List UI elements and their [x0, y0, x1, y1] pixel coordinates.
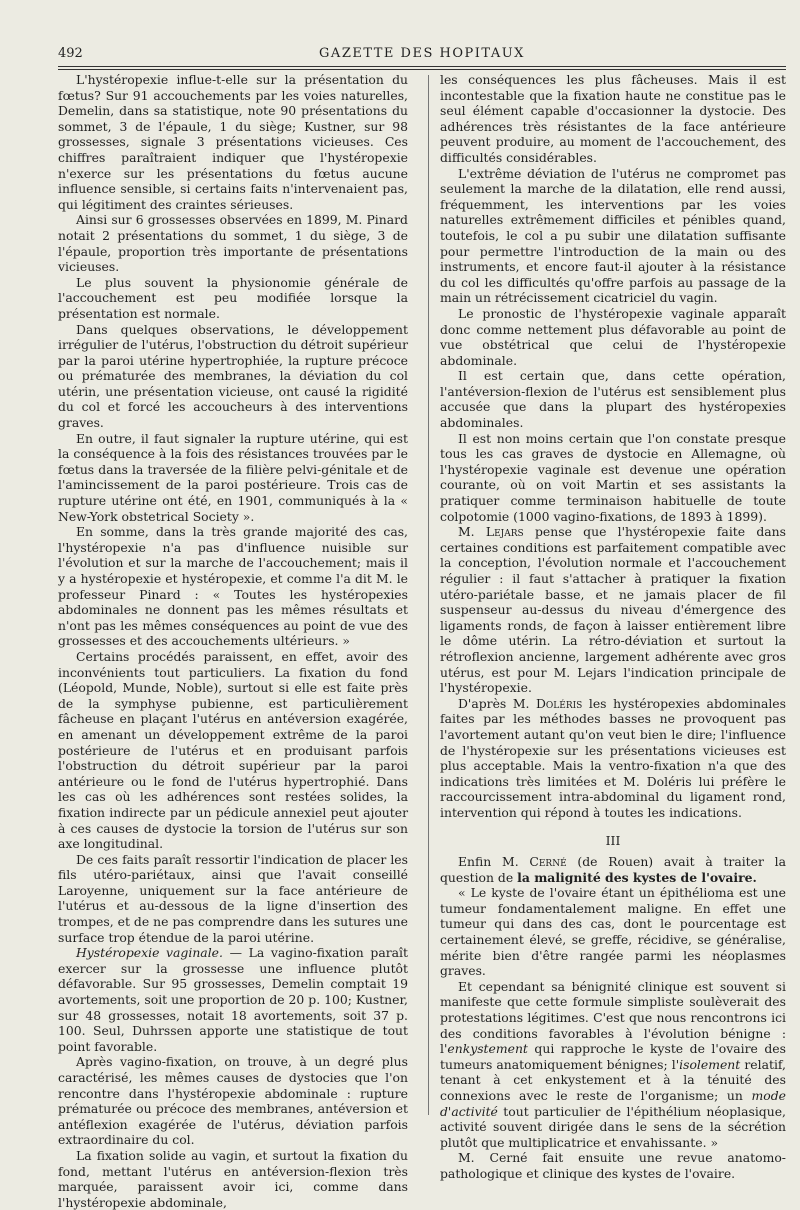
paragraph: Le plus souvent la physionomie générale de l'accouchement est peu modifiée lorsque la présentation est normale.: [58, 274, 408, 321]
paragraph: les conséquences les plus fâcheuses. Mais il est incontestable que la fixation haute ne constitue pas le seul élément capable d'occasionner la dystocie. Des adhérences très résistantes de la face antérieure peuvent produire, au moment de l'accouchement, des difficultés considérables.: [440, 72, 786, 165]
emphasis: enkystement: [447, 1041, 528, 1057]
paragraph: Il est certain que, dans cette opération, l'antéversion-flexion de l'utérus est sensiblement plus accusée que dans la plupart des hystéropexies abdominales.: [440, 368, 786, 431]
paragraph-lejars: [440, 524, 786, 696]
paragraph: De ces faits paraît ressortir l'indication de placer les fils utéro-pariétaux, ainsi que l'avait conseillé Laroyenne, uniquement sur la face antérieure de l'utérus et au-dessous de la ligne d'insertion des trompes, et de ne pas comprendre dans les sutures une surface trop étendue de la paroi utérine.: [58, 851, 408, 945]
paragraph-text: tout particulier de l'épithélium néoplasique, activité souvent dirigée dans le sens de la sécrétion plutôt que multiplicatrice et envahissante. »: [440, 1103, 786, 1150]
paragraph-lead: Enfin: [458, 854, 503, 870]
paragraph-vaginale: [58, 945, 408, 1054]
author-name: M. Cerné: [502, 854, 567, 870]
paragraph: Après vagino-fixation, on trouve, à un degré plus caractérisé, les mêmes causes de dystocies que l'on rencontre dans l'hystéropexie abdominale : rupture prématurée ou précoce des membranes, antéversion et antéflexion exagérée de l'utérus, déviation parfois extraordinaire du col.: [58, 1054, 408, 1148]
paragraph-lead: D'après: [458, 695, 513, 711]
paragraph-text: (de Rouen) avait à traiter la question de: [440, 854, 787, 885]
paragraph: Le pronostic de l'hystéropexie vaginale apparaît donc comme nettement plus défavorable au point de vue obstétrical que celui de l'hystéropexie abdominale.: [440, 305, 786, 368]
paragraph-doleris: [440, 696, 786, 821]
paragraph-cerne: [440, 854, 786, 885]
page-number: 492: [58, 46, 83, 61]
section-number: III: [605, 832, 621, 848]
emphasis: mode d'activité: [440, 1088, 786, 1119]
paragraph: Ainsi sur 6 grossesses observées en 1899, M. Pinard notait 2 présentations du sommet, 1 du siège, 3 de l'épaule, proportion très importante de présentations vicieuses.: [58, 212, 408, 275]
paragraph-text: — La vagino-fixation paraît exercer sur la grossesse une influence plutôt défavorable. Sur 95 grossesses, Demelin comptait 19 avortements, soit une proportion de 20 p. 100; Kustner, sur 48 grossesses, notait 18 avortements, soit 37 p. 100. Seul, Duhrssen apporte une statistique de tout point favorable.: [58, 945, 408, 1054]
left-column: [58, 72, 408, 1210]
paragraph: « Le kyste de l'ovaire étant un épithélioma est une tumeur fondamentalement maligne. En effet une tumeur qui dans des cas, dont le pourcentage est certainement élevé, se greffe, récidive, se généralise, mérite bien d'être rangée parmi les néoplasmes graves.: [440, 885, 786, 979]
topic-title: la malignité des kystes de l'ovaire.: [517, 869, 757, 885]
paragraph: En somme, dans la très grande majorité des cas, l'hystéropexie n'a pas d'influence nuisible sur l'évolution et sur la marche de l'accouchement; mais il y a hystéropexie et hystéropexie, et comme l'a dit M. le professeur Pinard : « Toutes les hystéropexies abdominales ne donnent pas les mêmes résultats et n'ont pas les mêmes conséquences au point de vue des grossesses et des accouchements ultérieurs. »: [58, 524, 408, 649]
header-rule-top: [58, 66, 786, 67]
author-name: M. Doléris: [512, 695, 583, 711]
header-rule-bottom: [58, 69, 786, 70]
page-header: [58, 46, 786, 66]
right-column: [440, 72, 786, 1182]
paragraph: Il est non moins certain que l'on constate presque tous les cas graves de dystocie en Allemagne, où l'hystéropexie vaginale est devenue une opération courante, où on voit Martin et ses assistants la pratiquer comme terminaison habituelle de toute colpotomie (1000 vagino-fixations, de 1893 à 1899).: [440, 430, 786, 524]
paragraph: M. Cerné fait ensuite une revue anatomo-pathologique et clinique des kystes de l'ovaire.: [440, 1150, 786, 1181]
column-divider: [428, 75, 429, 1115]
author-name: M. Lejars: [458, 524, 524, 540]
paragraph-text: pense que l'hystéropexie faite dans certaines conditions est parfaitement compatible avec la conception, l'évolution normale et l'accouchement régulier : il faut s'attacher à pratiquer la fixation utéro-pariétale basse, et ne jamais placer de fil suspenseur au-dessus du niveau d'émergence des ligaments ronds, de façon à laisser entièrement libre le dôme utérin. La rétro-déviation et surtout la rétroflexion ancienne, largement adhérente avec gros utérus, est pour M. Lejars l'indication principale de l'hystéropexie.: [440, 524, 787, 696]
paragraph: Dans quelques observations, le développement irrégulier de l'utérus, l'obstruction du détroit supérieur par la paroi utérine hypertrophiée, la rupture précoce ou prématurée des membranes, la déviation du col utérin, une présentation vicieuse, ont causé la rigidité du col et forcé les accoucheurs à des interventions graves.: [58, 321, 408, 431]
paragraph-benignite: [440, 979, 786, 1151]
paragraph: L'hystéropexie influe-t-elle sur la présentation du fœtus? Sur 91 accouchements par les voies naturelles, Demelin, dans sa statistique, note 90 présentations du sommet, 3 de l'épaule, 1 du siège; Kustner, sur 98 grossesses, signale 3 présentations vicieuses. Ces chiffres paraîtraient indiquer que l'hystéropexie n'exerce sur les présentations du fœtus aucune influence sensible, si certains faits n'intervenaient pas, qui légitiment des craintes sérieuses.: [58, 72, 408, 212]
paragraph: L'extrême déviation de l'utérus ne compromet pas seulement la marche de la dilatation, elle rend aussi, fréquemment, les interventions par les voies naturelles extrêmement difficiles et pénibles quand, toutefois, le col a pu subir une dilatation suffisante pour permettre l'introduction de la main ou des instruments, et encore faut-il ajouter à la résistance du col les difficultés qu'offre parfois au passage de la main un rétrécissement cicatriciel du vagin.: [440, 165, 786, 306]
journal-title: GAZETTE DES HOPITAUX: [319, 46, 525, 61]
paragraph-text: Et cependant sa bénignité clinique est souvent si manifeste que cette formule simpliste soulèverait des protestations légitimes. C'est que nous rencontrons ici des conditions favorables à l'évolution bénigne : l': [440, 978, 786, 1057]
paragraph: Certains procédés paraissent, en effet, avoir des inconvénients tout particuliers. La fixation du fond (Léopold, Munde, Noble), surtout si elle est faite près de la symphyse pubienne, est particulièrement fâcheuse en plaçant l'utérus en antéversion exagérée, en amenant un développement extrême de la paroi postérieure de l'utérus et en produisant parfois l'obstruction du détroit supérieur par la paroi antérieure ou le fond de l'utérus hypertrophié. Dans les cas où les adhérences sont restées solides, la fixation indirecte par un pédicule annexiel peut ajouter à ces causes de dystocie la torsion de l'utérus sur son axe longitudinal.: [58, 648, 408, 852]
paragraph: La fixation solide au vagin, et surtout la fixation du fond, mettant l'utérus en antéversion-flexion très marquée, paraissent avoir ici, comme dans l'hystéropexie abdominale,: [58, 1147, 408, 1210]
emphasis: isolement: [679, 1056, 741, 1072]
paragraph-text: qui rapproche le kyste de l'ovaire des tumeurs anatomiquement bénignes; l': [440, 1041, 786, 1072]
subheading-vaginale: Hystéropexie vaginale.: [76, 945, 223, 961]
paragraph-text: les hystéropexies abdominales faites par les méthodes basses ne provoquent pas l'avortement autant qu'on veut bien le dire; l'influence de l'hystéropexie sur les présentations vicieuses est plus acceptable. Mais la ventro-fixation n'a que des indications très limitées et M. Doléris lui préfère le raccourcissement intra-abdominal du ligament rond, intervention qui répond à toutes les indications.: [440, 695, 786, 820]
paragraph: En outre, il faut signaler la rupture utérine, qui est la conséquence à la fois des résistances trouvées par le fœtus dans la traversée de la filière pelvi-génitale et de l'amincissement de la paroi postérieure. Trois cas de rupture utérine ont été, en 1901, communiqués à la « New-York obstetrical Society ».: [58, 430, 408, 524]
paragraph-text: relatif, tenant à cet enkystement et à la ténuité des connexions avec le reste de l'organisme; un: [440, 1056, 786, 1103]
